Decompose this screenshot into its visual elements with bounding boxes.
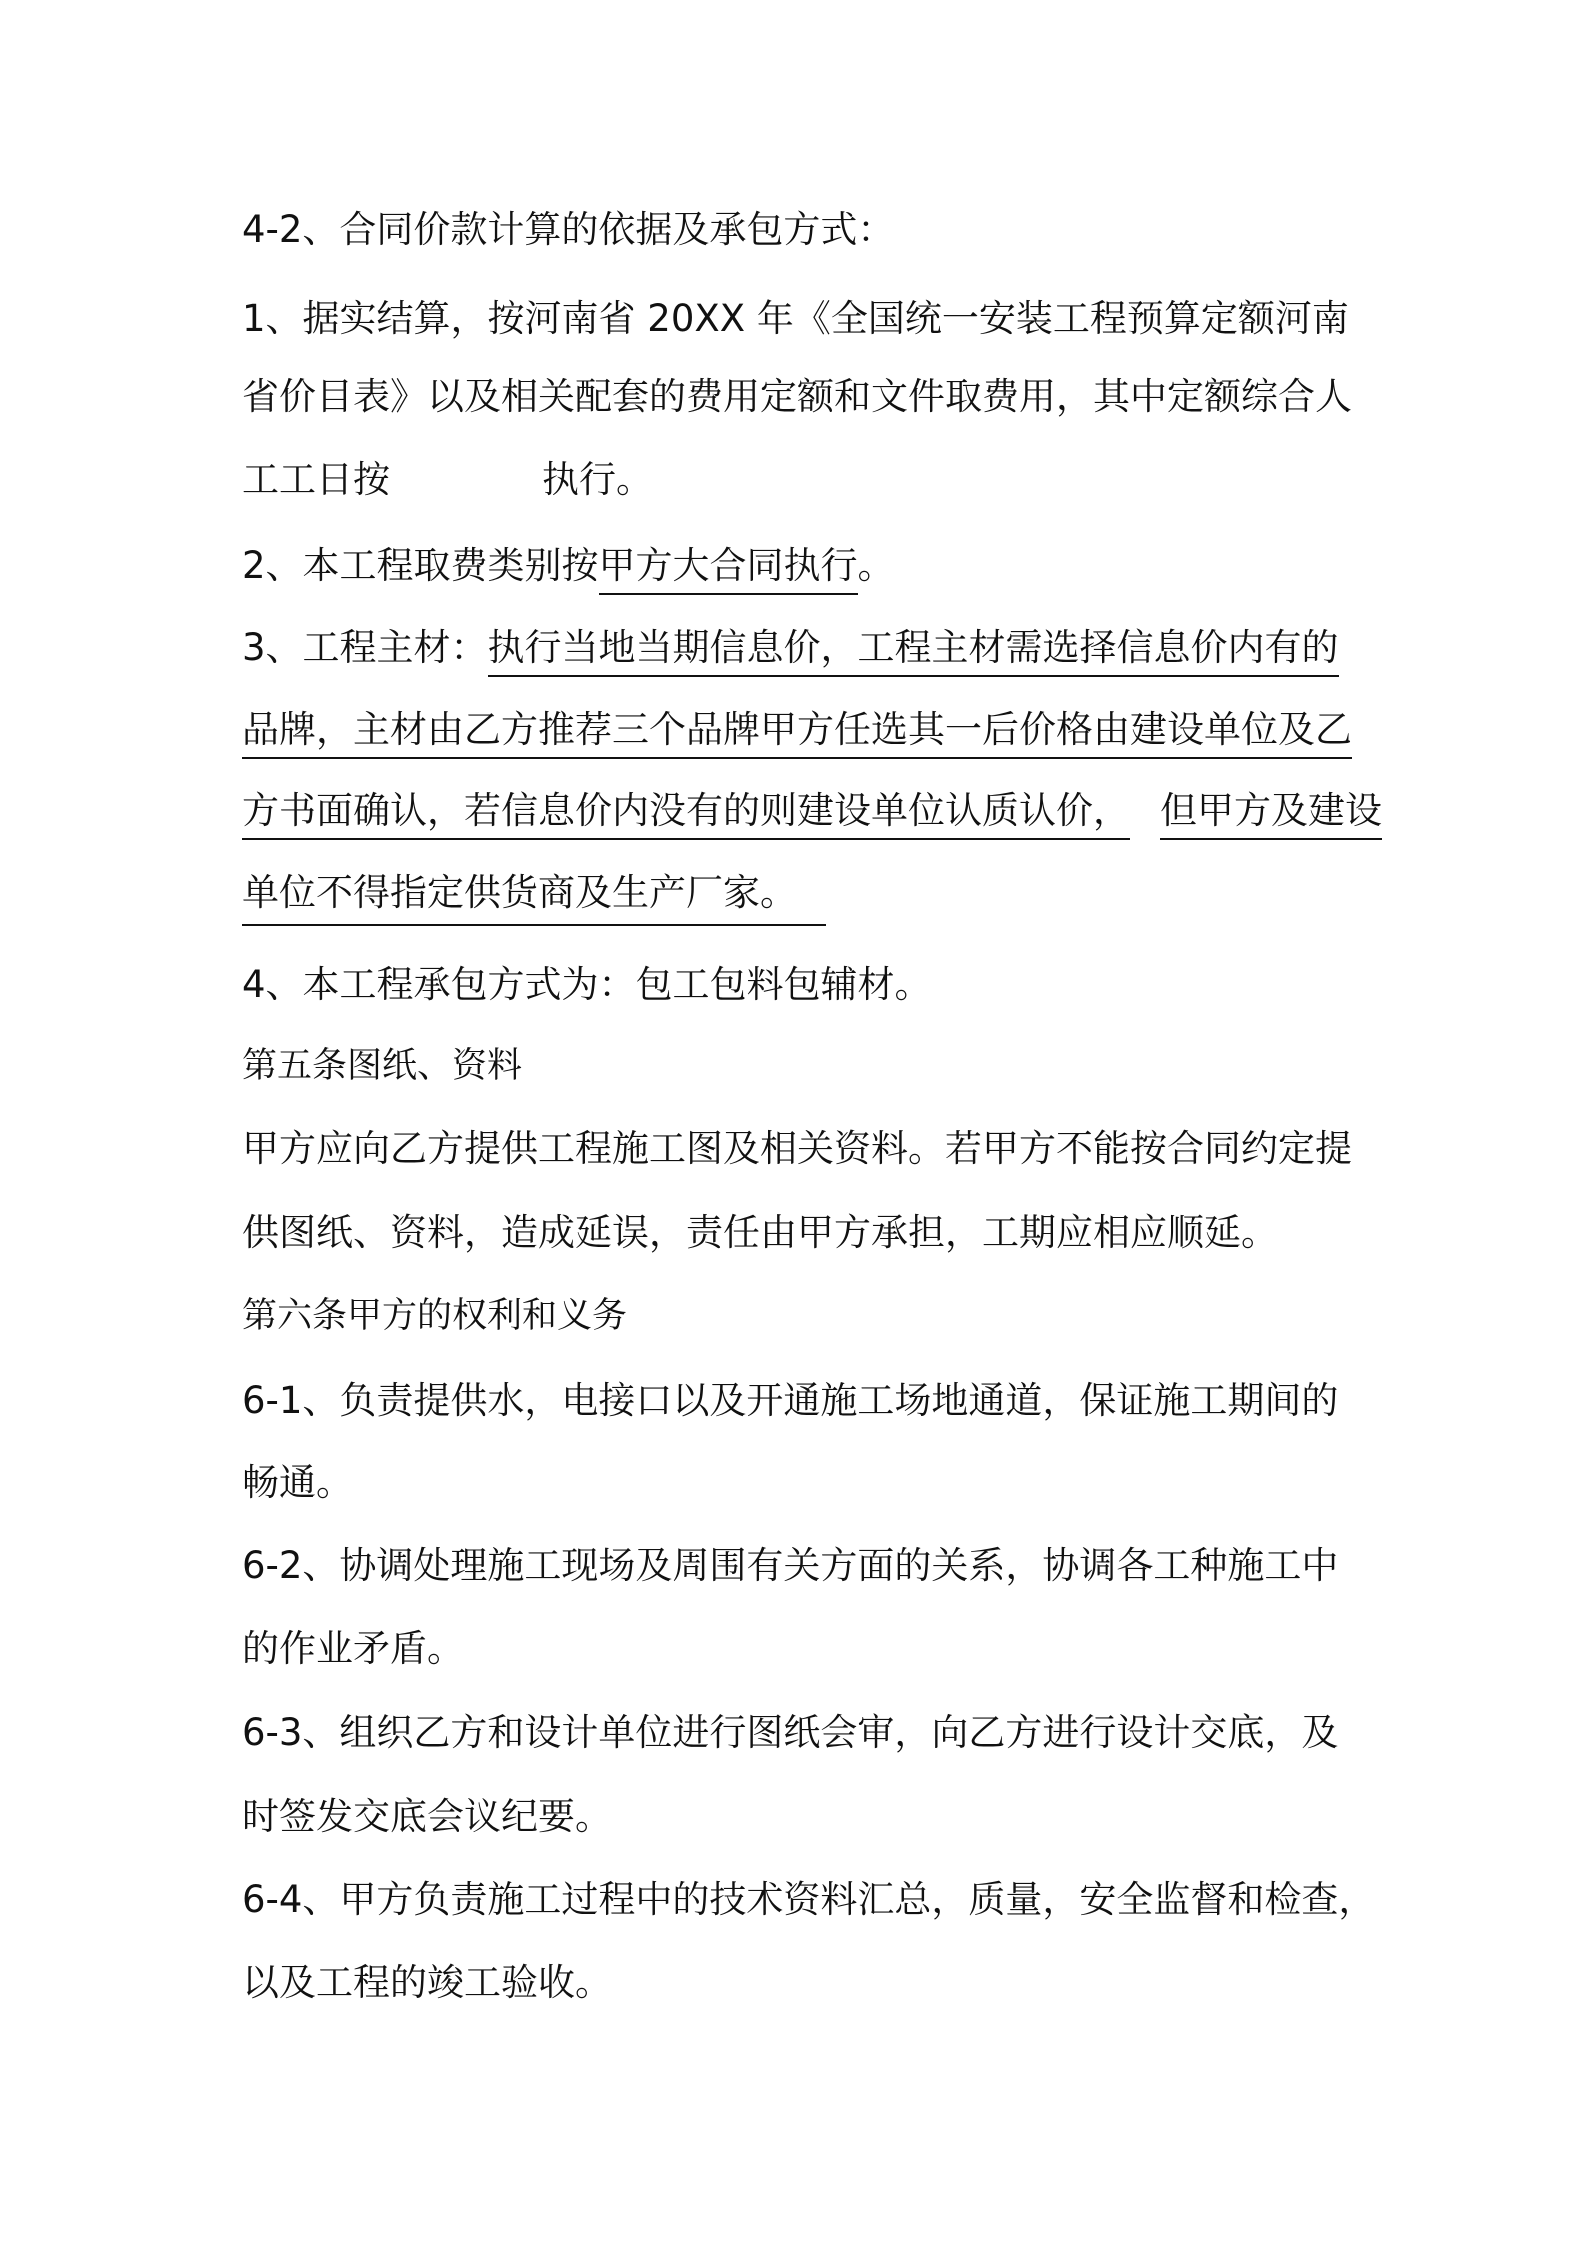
item3-line1-underlined: 执行当地当期信息价，工程主材需选择信息价内有的	[488, 626, 1339, 677]
item3-line2-underlined: 品牌，主材由乙方推荐三个品牌甲方任选其一后价格由建设单位及乙	[242, 708, 1352, 759]
item3-line1	[242, 625, 1339, 671]
article6-item4-line1: 6-4、甲方负责施工过程中的技术资料汇总，质量，安全监督和检查，	[242, 1878, 1376, 1921]
item2-underlined: 甲方大合同执行	[599, 544, 858, 595]
item1-line1: 1、据实结算，按河南省 20XX 年《全国统一安装工程预算定额河南	[242, 297, 1349, 340]
article6-item2-line2: 的作业矛盾。	[242, 1627, 464, 1670]
article6-item2-line1: 6-2、协调处理施工现场及周围有关方面的关系，协调各工种施工中	[242, 1544, 1339, 1587]
item3-line2	[242, 707, 1352, 753]
article6-item3-line1: 6-3、组织乙方和设计单位进行图纸会审，向乙方进行设计交底，及	[242, 1711, 1339, 1754]
item1-line3-b: 执行。	[542, 458, 653, 501]
article6-item1-line2: 畅通。	[242, 1461, 353, 1504]
item3-prefix: 3、工程主材：	[242, 626, 488, 669]
item3-line3-underlined-a: 方书面确认，若信息价内没有的则建设单位认质认价，	[242, 789, 1130, 840]
item3-line3-underlined-b: 但甲方及建设	[1160, 789, 1382, 840]
article5-para-line1: 甲方应向乙方提供工程施工图及相关资料。若甲方不能按合同约定提	[242, 1127, 1352, 1170]
article6-item4-line2: 以及工程的竣工验收。	[242, 1961, 612, 2004]
item4-line: 4、本工程承包方式为：包工包料包辅材。	[242, 963, 932, 1006]
item2-suffix: 。	[857, 544, 895, 587]
article6-item3-line2: 时签发交底会议纪要。	[242, 1795, 612, 1838]
item1-line2: 省价目表》以及相关配套的费用定额和文件取费用，其中定额综合人	[242, 375, 1352, 418]
item2-prefix: 2、本工程取费类别按	[242, 544, 599, 587]
section-title: 4-2、合同价款计算的依据及承包方式：	[242, 208, 895, 251]
item3-line4-text: 单位不得指定供货商及生产厂家。	[242, 871, 797, 914]
article6-item1-line1: 6-1、负责提供水，电接口以及开通施工场地通道，保证施工期间的	[242, 1379, 1339, 1422]
item3-line3	[242, 788, 1382, 834]
item2-line	[242, 543, 895, 589]
item1-line3-a: 工工日按	[242, 458, 390, 501]
item3-line4-underline	[242, 924, 826, 926]
article5-para-line2: 供图纸、资料，造成延误，责任由甲方承担，工期应相应顺延。	[242, 1211, 1278, 1254]
item3-line4	[242, 870, 797, 916]
article5-heading: 第五条图纸、资料	[242, 1046, 523, 1086]
article6-heading: 第六条甲方的权利和义务	[242, 1296, 628, 1336]
item1-line3	[242, 457, 653, 503]
